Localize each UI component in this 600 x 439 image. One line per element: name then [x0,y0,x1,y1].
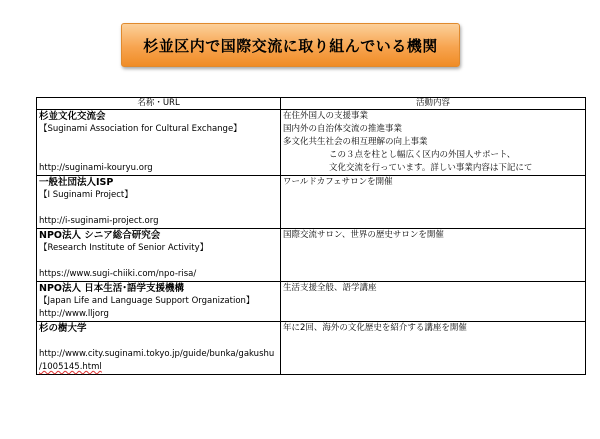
activity-line: 多文化共生社会の相互理解の向上事業 [283,137,428,147]
org-url-link[interactable] [39,348,278,361]
org-name: 一般社団法人ISP [39,177,114,188]
activity-cell [281,282,586,322]
org-name: NPO法人 日本生活･語学支援機構 [39,283,185,294]
table-header-row [37,98,586,110]
activity-cell [281,322,586,375]
table-row [37,322,586,375]
table-row [37,110,586,176]
table-row [37,176,586,229]
activity-line: 国際交流サロン、世界の歴史サロンを開催 [283,230,444,240]
activity-cell [281,176,586,229]
org-name: 杉の樹大学 [39,323,87,334]
activity-cell [281,110,586,176]
column-header-name-url: 名称・URL [37,98,281,110]
activity-line: 年に2回、海外の文化歴史を紹介する講座を開催 [283,323,467,333]
org-url-part: http://www.city.suginami.tokyo.jp/guide/bunka/gakushu [39,349,275,359]
org-cell [37,176,281,229]
activity-line: この３点を柱とし幅広く区内の外国人サポート、 [329,150,516,160]
org-cell [37,322,281,375]
org-url-link[interactable]: http://suginami-kouryu.org [39,163,153,173]
org-cell [37,229,281,282]
org-english-name: 【Japan Life and Language Support Organization】 [39,296,255,306]
org-name: NPO法人 シニア総合研究会 [39,230,161,241]
org-name: 杉並文化交流会 [39,111,106,122]
org-cell [37,282,281,322]
activity-line: ワールドカフェサロンを開催 [283,177,393,187]
activity-line: 文化交流を行っています。詳しい事業内容は下記にて [329,163,533,173]
org-url-link[interactable]: http://i-suginami-project.org [39,216,159,226]
organizations-table [36,97,586,375]
table-row [37,282,586,322]
activity-line: 国内外の自治体交流の推進事業 [283,124,403,134]
org-url-link[interactable]: http://www.lljorg [39,309,109,319]
page-title: 杉並区内で国際交流に取り組んでいる機関 [143,36,438,55]
org-english-name: 【Research Institute of Senior Activity】 [39,243,209,253]
column-header-activities: 活動内容 [281,98,586,110]
activity-cell [281,229,586,282]
org-url-link-cont[interactable]: /1005145.html [39,362,102,372]
page-title-box [121,23,460,67]
activity-line: 在住外国人の支援事業 [283,111,369,121]
org-english-name: 【Suginami Association for Cultural Exchange】 [39,124,242,134]
org-english-name: 【I Suginami Project】 [39,190,133,200]
table-row [37,229,586,282]
org-cell [37,110,281,176]
activity-line: 生活支援全般、語学講座 [283,283,377,293]
org-url-link[interactable]: https://www.sugi-chiiki.com/npo-risa/ [39,269,197,279]
